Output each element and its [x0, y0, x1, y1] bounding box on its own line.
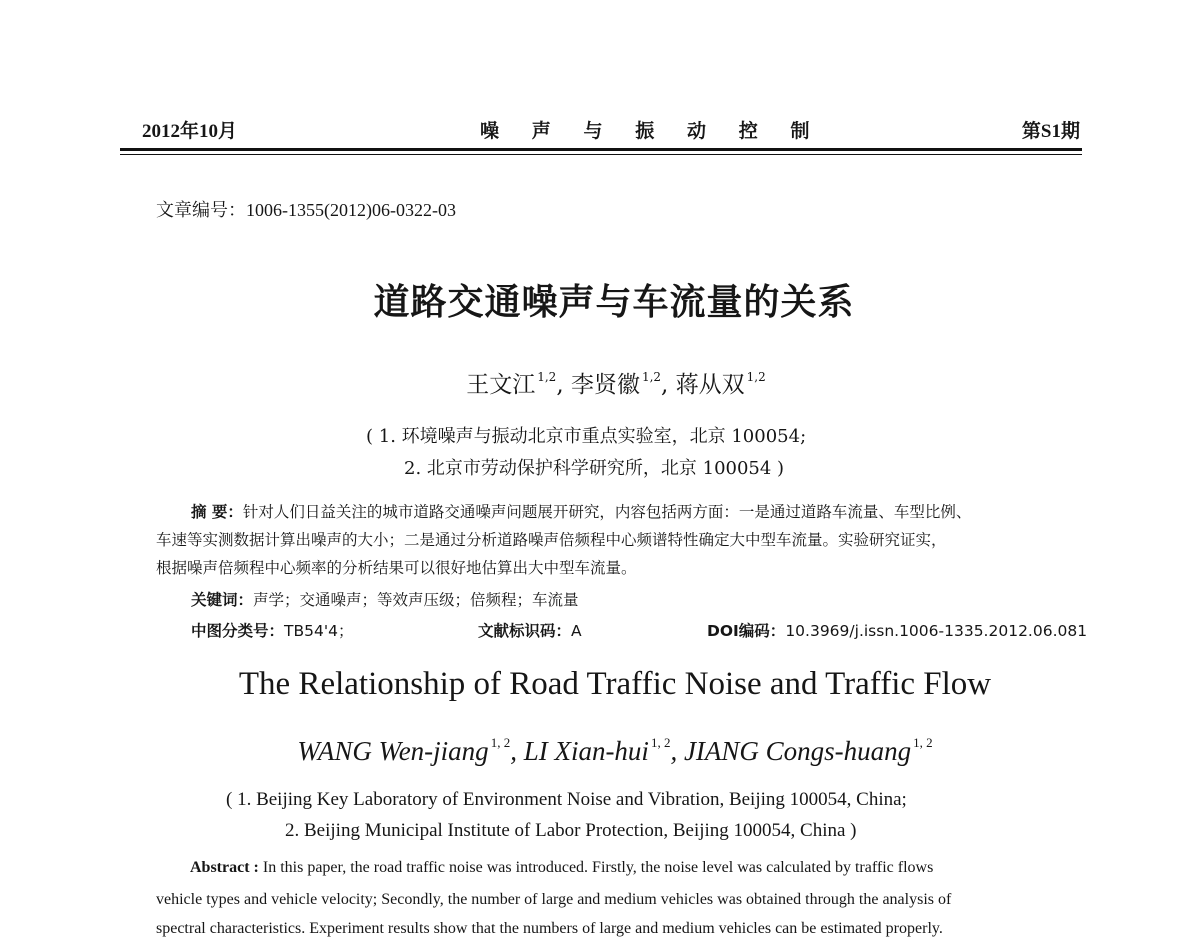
english-affiliation-1: ( 1. Beijing Key Laboratory of Environment Noise and Vibration, Beijing 100054, China;: [226, 789, 907, 810]
author-name: 王文江: [466, 372, 536, 398]
author-affiliation-mark: 1, 2: [490, 735, 511, 750]
english-title: The Relationship of Road Traffic Noise and Traffic Flow: [238, 666, 992, 702]
chinese-abstract-line: [191, 500, 971, 522]
author-name: LI Xian-hui: [523, 736, 649, 766]
chinese-affiliation-2: 2. 北京市劳动保护科学研究所，北京 100054 ): [404, 458, 785, 479]
keywords-label: 关键词：: [191, 591, 254, 609]
document-code-value: A: [571, 622, 582, 640]
doi: [707, 619, 1087, 641]
author-affiliation-mark: 1,2: [641, 370, 662, 384]
english-abstract-line: spectral characteristics. Experiment results show that the numbers of large and medium vehicles can be estimated properly.: [156, 920, 943, 937]
author-separator: ,: [510, 736, 517, 766]
document-code-label: 文献标识码：: [478, 622, 572, 640]
abstract-text: 针对人们日益关注的城市道路交通噪声问题展开研究，内容包括两方面：一是通过道路车流量、车型比例、: [242, 503, 972, 521]
chinese-abstract-line: 车速等实测数据计算出噪声的大小；二是通过分析道路噪声倍频程中心频谱特性确定大中型车流量。实验研究证实，: [156, 531, 947, 549]
doi-value: 10.3969/j.issn.1006-1335.2012.06.081: [785, 622, 1088, 640]
abstract-text: In this paper, the road traffic noise was introduced. Firstly, the noise level was calculated by traffic flows: [258, 859, 934, 876]
issue-number: 第S1期: [1021, 121, 1080, 142]
abstract-label: 摘 要：: [191, 503, 243, 521]
abstract-label: Abstract :: [190, 859, 259, 876]
author-affiliation-mark: 1, 2: [650, 735, 671, 750]
classification-number: [191, 619, 353, 641]
chinese-title: 道路交通噪声与车流量的关系: [373, 282, 855, 323]
header-rule-thick: [120, 148, 1082, 151]
classification-value: TB54'4；: [284, 622, 354, 640]
author-name: 李贤徽: [570, 372, 640, 398]
author-separator: ,: [670, 736, 678, 766]
chinese-authors: [0, 366, 1200, 399]
header-date: 2012年10月: [142, 121, 238, 142]
header-rule-thin: [120, 154, 1082, 155]
english-abstract-line: [190, 859, 933, 877]
author-name: 蒋从双: [675, 372, 745, 398]
article-number: 文章编号：1006-1355(2012)06-0322-03: [156, 200, 456, 220]
author-separator: ,: [661, 372, 669, 398]
author-affiliation-mark: 1, 2: [913, 735, 933, 750]
author-affiliation-mark: 1,2: [537, 370, 557, 384]
document-code: [478, 619, 582, 641]
chinese-abstract-line: 根据噪声倍频程中心频率的分析结果可以很好地估算出大中型车流量。: [156, 559, 637, 577]
chinese-affiliation-1: ( 1. 环境噪声与振动北京市重点实验室，北京 100054;: [366, 426, 807, 447]
author-affiliation-mark: 1,2: [746, 370, 766, 384]
english-affiliation-2: 2. Beijing Municipal Institute of Labor Protection, Beijing 100054, China ): [285, 820, 857, 841]
author-name: JIANG Congs-huang: [683, 736, 912, 766]
english-abstract-line: vehicle types and vehicle velocity; Secondly, the number of large and medium vehicles was obtained through the analysis of: [156, 891, 952, 908]
doi-label: DOI编码：: [707, 622, 786, 640]
english-authors: [0, 735, 1200, 767]
chinese-keywords: [191, 588, 579, 610]
author-name: WANG Wen-jiang: [297, 736, 489, 766]
classification-label: 中图分类号：: [191, 622, 285, 640]
author-separator: ,: [556, 372, 564, 398]
keywords-text: 声学；交通噪声；等效声压级；倍频程；车流量: [253, 591, 579, 609]
journal-name: 噪 声 与 振 动 控 制: [480, 121, 824, 142]
